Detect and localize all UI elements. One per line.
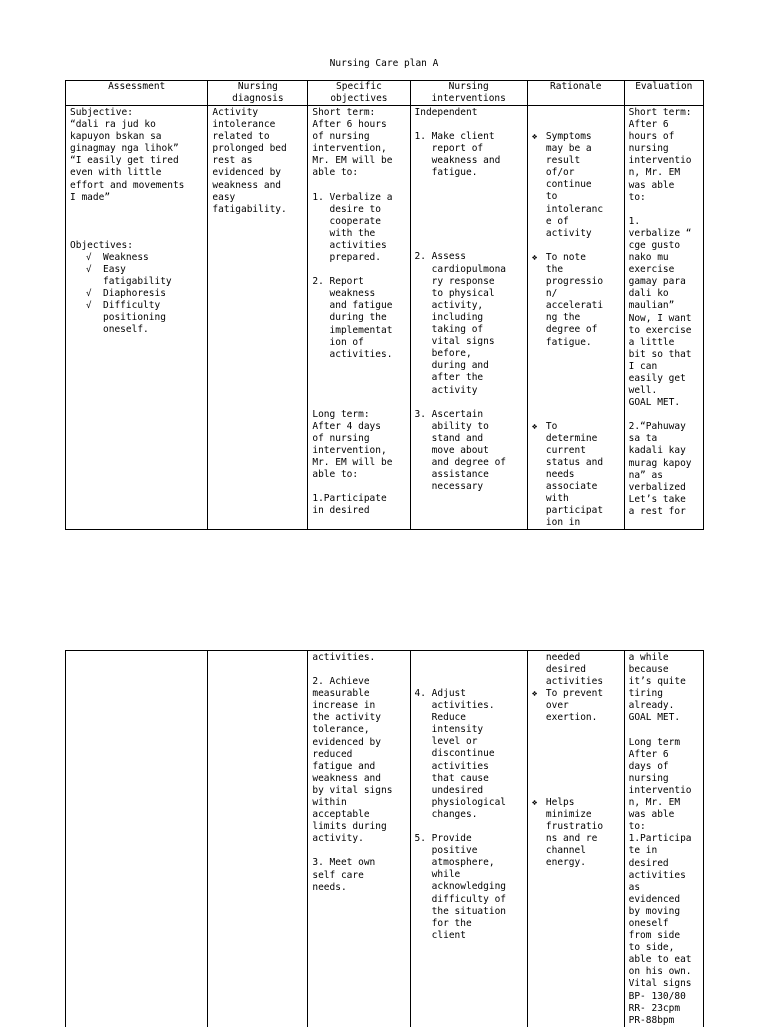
diagnosis-text: Activity intolerance related to prolonged bed rest as evidenced by weakness and easy fatigability. xyxy=(212,107,287,215)
objective-item: √ Diaphoresis xyxy=(83,288,204,300)
short-term-objectives: Short term: After 6 hours of nursing intervention, Mr. EM will be able to: xyxy=(312,107,393,179)
intervention-2: 2. Assess cardiopulmona ry response to physical activity, including taking of vital signs before, during and after the activity xyxy=(414,251,507,396)
header-row xyxy=(66,81,704,106)
objectives-label: Objectives: xyxy=(70,239,133,251)
intervention-3: 3. Ascertain ability to stand and move about and degree of assistance necessary xyxy=(414,408,507,493)
subjective-text: “dali ra jud ko kapuyon bskan sa ginagmay nga lihok” “I easily get tired even with little effort and movements I made” xyxy=(70,119,185,203)
rationale-list-continued xyxy=(532,688,621,869)
objective-item: √ Difficulty positioning oneself. xyxy=(83,300,204,336)
interventions-label: Independent xyxy=(414,107,478,118)
assessment-cell xyxy=(66,106,208,530)
rationale-item: ❖ Symptoms may be a result of/or continue to intoleranc e of activity xyxy=(532,131,621,240)
rationale-cell xyxy=(527,106,624,530)
header-diagnosis: Nursing diagnosis xyxy=(208,81,308,106)
intervention-1: 1. Make client report of weakness and fatigue. xyxy=(414,131,501,179)
interventions-cell-continued xyxy=(410,651,527,1027)
evaluation-cell-continued xyxy=(624,651,703,1027)
header-objectives: Specific objectives xyxy=(308,81,410,106)
evaluation-item-1: 1. verbalize “ cge gusto nako mu exercise gamay para dali ko maulian” Now, I want to exercise a little bit so that I can easily get well. GOAL MET. xyxy=(628,215,692,409)
header-rationale: Rationale xyxy=(527,81,624,106)
evaluation-continued: a while because it’s quite tiring already. GOAL MET. xyxy=(628,652,686,724)
page-title: Nursing Care plan A xyxy=(329,58,439,69)
objectives-list xyxy=(70,252,204,337)
evaluation-cell xyxy=(624,106,703,530)
rationale-continued: needed desired activities xyxy=(545,652,604,688)
rationale-cell-continued xyxy=(527,651,624,1027)
evaluation-item-2: 2.“Pahuway sa ta kadali kay murag kapoy na” as verbalized Let’s take a rest for xyxy=(628,421,692,517)
evaluation-short-term: Short term: After 6 hours of nursing interventio n, Mr. EM was able to: xyxy=(628,107,692,203)
subjective-label: Subjective: xyxy=(70,107,133,118)
care-plan-table-page2 xyxy=(65,650,704,1027)
diagnosis-cell-continued xyxy=(208,651,308,1027)
rationale-list xyxy=(532,131,621,529)
rationale-item: ❖ Helps minimize frustratio ns and re channel energy. xyxy=(532,797,621,870)
header-interventions: Nursing interventions xyxy=(410,81,527,106)
body-row xyxy=(66,106,704,530)
diagnosis-cell xyxy=(208,106,308,530)
long-term-objective-1: 1.Participate in desired xyxy=(312,493,387,517)
long-term-objectives: Long term: After 4 days of nursing intervention, Mr. EM will be able to: xyxy=(312,408,393,481)
objective-item: √ Easy fatigability xyxy=(83,264,204,288)
rationale-item: ❖ To prevent over exertion. xyxy=(532,688,621,724)
header-assessment: Assessment xyxy=(66,81,208,106)
evaluation-long-term: Long term After 6 days of nursing interventio n, Mr. EM was able to: 1.Participa te in desired activities as evidenced by moving oneself from side to side, able to eat on his own. Vital signs BP- 130/80 RR- 23cpm PR-88bpm xyxy=(628,736,692,1026)
objectives-cell-continued xyxy=(308,651,410,1027)
long-term-objective-3: 3. Meet own self care needs. xyxy=(312,857,376,893)
intervention-5: 5. Provide positive atmosphere, while acknowledging difficulty of the situation for the client xyxy=(414,833,507,941)
rationale-item: ❖ To note the progressio n/ acceleratі ng the degree of fatigue. xyxy=(532,252,621,349)
long-term-objective-2: 2. Achieve measurable increase in the activity tolerance, evidenced by reduced fatigue and weakness and by vital signs within acceptable limits during activity. xyxy=(312,676,393,845)
rationale-item: ❖ To determine current status and needs associate with participat ion in xyxy=(532,421,621,530)
interventions-cell xyxy=(410,106,527,530)
intervention-4: 4. Adjust activities. Reduce intensity level or discontinue activities that cause undesired physiological changes. xyxy=(414,688,507,820)
objective-2: 2. Report weakness and fatigue during the implementat ion of activities. xyxy=(312,276,393,360)
objective-item: √ Weakness xyxy=(83,252,204,264)
objective-1: 1. Verbalize a desire to cooperate with the activities prepared. xyxy=(312,191,393,264)
care-plan-table-page1 xyxy=(65,80,704,530)
header-evaluation: Evaluation xyxy=(624,81,703,106)
assessment-cell-continued xyxy=(66,651,208,1027)
body-row-continued xyxy=(66,651,704,1027)
objective-continued: activities. xyxy=(312,652,376,663)
objectives-cell xyxy=(308,106,410,530)
